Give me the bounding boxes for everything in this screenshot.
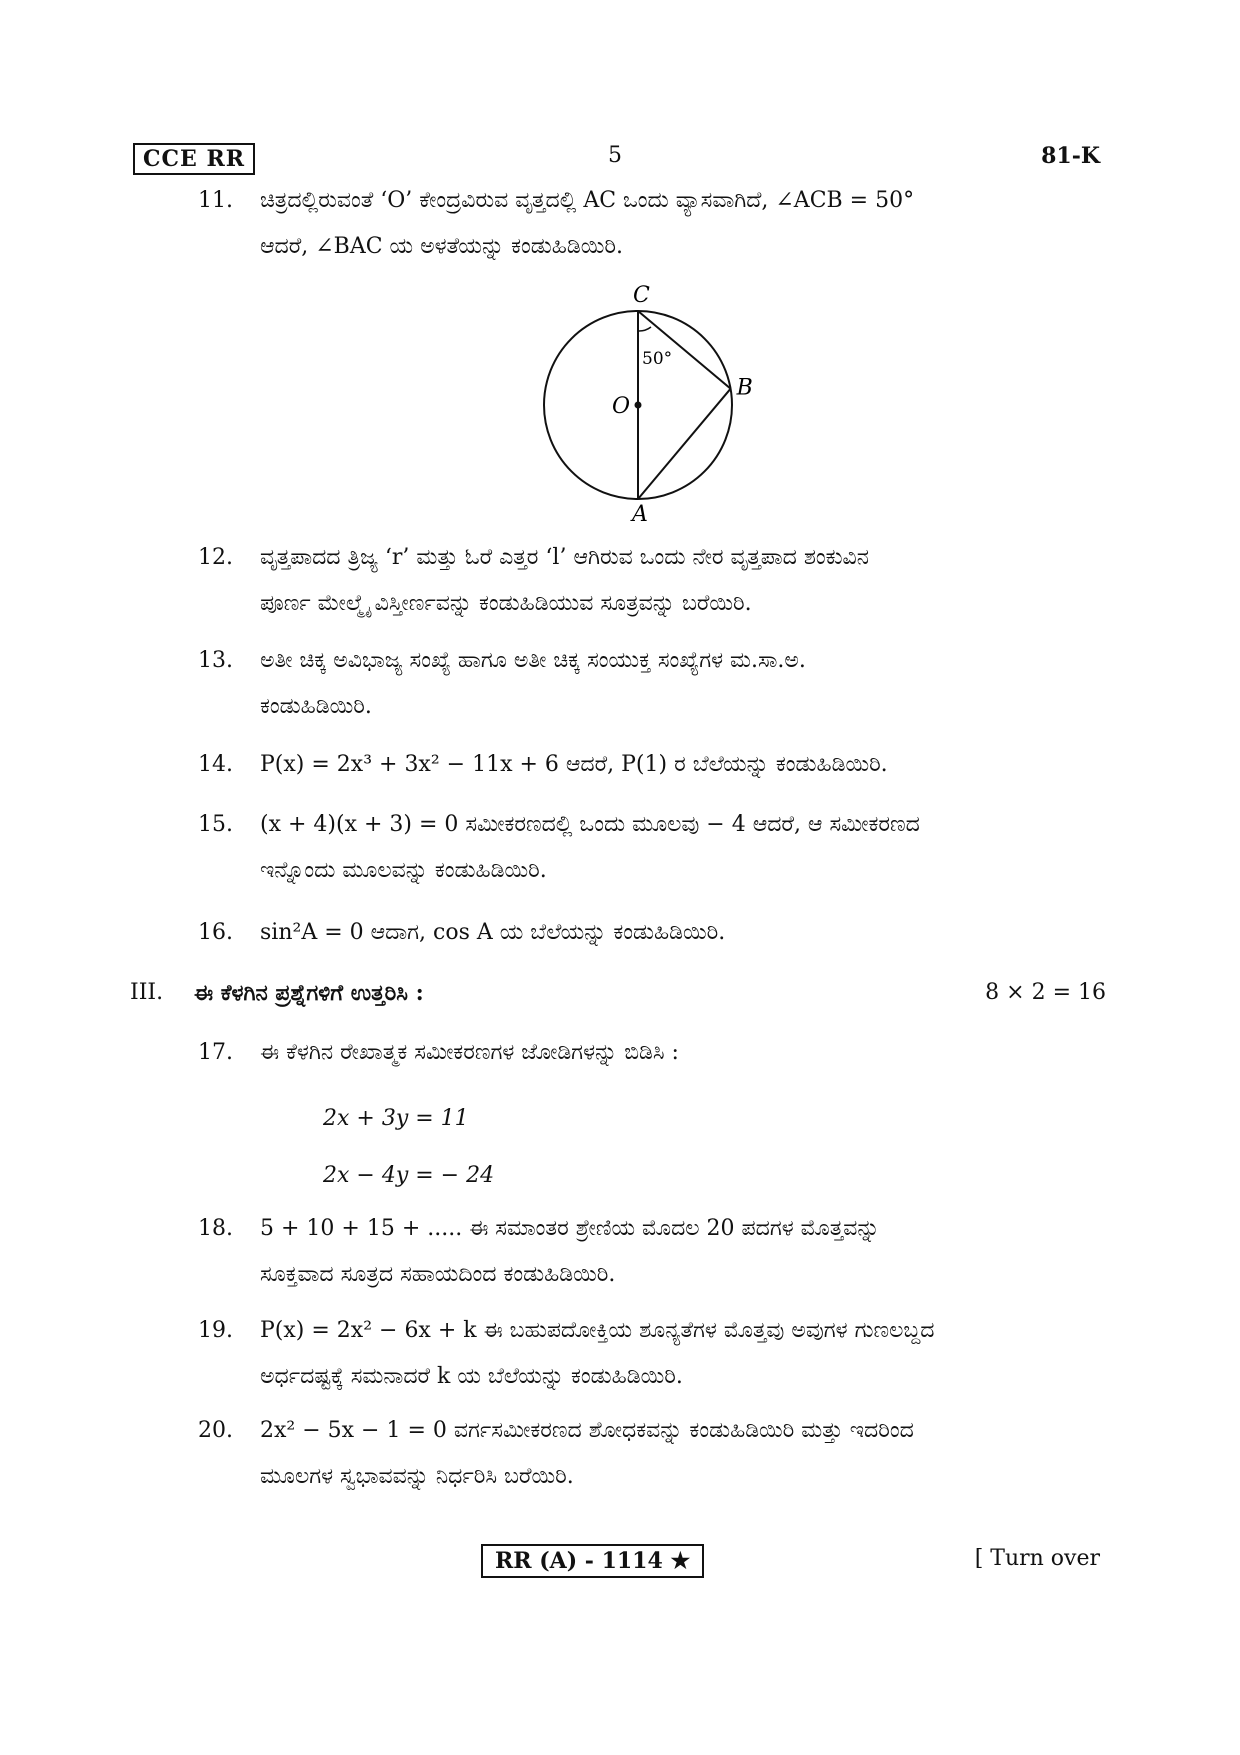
question-text (260, 1408, 1104, 1500)
center-point (635, 402, 642, 409)
question-line: ಮೂಲಗಳ ಸ್ವಭಾವವನ್ನು ನಿರ್ಧರಿಸಿ ಬರೆಯಿರಿ. (260, 1464, 574, 1489)
page-number: 5 (608, 143, 622, 168)
footer-code: RR (A) - 1114 ★ (495, 1548, 691, 1574)
question-line: ಚಿತ್ರದಲ್ಲಿರುವಂತೆ ‘O’ ಕೇಂದ್ರವಿರುವ ವೃತ್ತದಲ್ಲಿ AC ಒಂದು ವ್ಯಾಸವಾಗಿದೆ, ∠ACB = 50° (260, 188, 915, 213)
series-code-box (133, 143, 255, 175)
question-number: 19. (198, 1318, 233, 1343)
question-line: ಆದರೆ, ∠BAC ಯ ಅಳತೆಯನ್ನು ಕಂಡುಹಿಡಿಯಿರಿ. (260, 234, 624, 259)
question-text (260, 910, 1104, 956)
question-line: (x + 4)(x + 3) = 0 ಸಮೀಕರಣದಲ್ಲಿ ಒಂದು ಮೂಲವು − 4 ಆದರೆ, ಆ ಸಮೀಕರಣದ (260, 812, 920, 837)
question-line: ಅರ್ಧದಷ್ಟಕ್ಕೆ ಸಮನಾದರೆ k ಯ ಬೆಲೆಯನ್ನು ಕಂಡುಹಿಡಿಯಿರಿ. (260, 1364, 683, 1389)
equation-1: 2x + 3y = 11 (323, 1106, 469, 1131)
question-line: 2x² − 5x − 1 = 0 ವರ್ಗಸಮೀಕರಣದ ಶೋಧಕವನ್ನು ಕಂಡುಹಿಡಿಯಿರಿ ಮತ್ತು ಇದರಿಂದ (260, 1418, 914, 1443)
angle-label: 50° (642, 349, 673, 369)
equation-2: 2x − 4y = − 24 (323, 1163, 495, 1188)
question-text (260, 1308, 1104, 1400)
question-number: 17. (198, 1040, 233, 1065)
question-text (260, 1206, 1104, 1298)
label-a: A (632, 502, 648, 527)
question-number: 14. (198, 752, 233, 777)
question-line: ಸೂಕ್ತವಾದ ಸೂತ್ರದ ಸಹಾಯದಿಂದ ಕಂಡುಹಿಡಿಯಿರಿ. (260, 1262, 616, 1287)
section-number: III. (130, 980, 164, 1005)
section-title: ಈ ಕೆಳಗಿನ ಪ್ರಶ್ನೆಗಳಿಗೆ ಉತ್ತರಿಸಿ : (194, 980, 424, 1006)
question-line: ಪೂರ್ಣ ಮೇಲ್ಮೈ ವಿಸ್ತೀರ್ಣವನ್ನು ಕಂಡುಹಿಡಿಯುವ ಸೂತ್ರವನ್ನು ಬರೆಯಿರಿ. (260, 591, 752, 616)
label-b: B (736, 375, 753, 401)
label-c: C (633, 283, 650, 308)
question-text (260, 742, 1104, 788)
question-line: sin²A = 0 ಆದಾಗ, cos A ಯ ಬೆಲೆಯನ್ನು ಕಂಡುಹಿಡಿಯಿರಿ. (260, 920, 726, 945)
section-marks: 8 × 2 = 16 (985, 980, 1106, 1005)
question-line: ಇನ್ನೊಂದು ಮೂಲವನ್ನು ಕಂಡುಹಿಡಿಯಿರಿ. (260, 858, 547, 883)
circle-diagram (530, 280, 770, 530)
series-code: CCE RR (143, 146, 246, 172)
footer-code-box (481, 1544, 704, 1578)
question-text (260, 535, 1104, 627)
question-text (260, 638, 1104, 730)
question-line: ಈ ಕೆಳಗಿನ ರೇಖಾತ್ಮಕ ಸಮೀಕರಣಗಳ ಜೋಡಿಗಳನ್ನು ಬಿಡಿಸಿ : (260, 1040, 679, 1065)
question-line: ಅತೀ ಚಿಕ್ಕ ಅವಿಭಾಜ್ಯ ಸಂಖ್ಯೆ ಹಾಗೂ ಅತೀ ಚಿಕ್ಕ ಸಂಯುಕ್ತ ಸಂಖ್ಯೆಗಳ ಮ.ಸಾ.ಅ. (260, 648, 806, 673)
question-number: 11. (198, 188, 233, 213)
question-line: P(x) = 2x² − 6x + k ಈ ಬಹುಪದೋಕ್ತಿಯ ಶೂನ್ಯತೆಗಳ ಮೊತ್ತವು ಅವುಗಳ ಗುಣಲಬ್ದದ (260, 1318, 935, 1343)
question-number: 13. (198, 648, 233, 673)
question-line: P(x) = 2x³ + 3x² − 11x + 6 ಆದರೆ, P(1) ರ ಬೆಲೆಯನ್ನು ಕಂಡುಹಿಡಿಯಿರಿ. (260, 752, 888, 777)
section-heading (130, 980, 1106, 1020)
question-text (260, 1030, 1104, 1076)
question-text (260, 178, 1104, 270)
question-number: 12. (198, 545, 233, 570)
question-number: 16. (198, 920, 233, 945)
question-line: ಕಂಡುಹಿಡಿಯಿರಿ. (260, 694, 372, 719)
question-line: 5 + 10 + 15 + ..... ಈ ಸಮಾಂತರ ಶ್ರೇಣಿಯ ಮೊದಲ 20 ಪದಗಳ ಮೊತ್ತವನ್ನು (260, 1216, 880, 1241)
label-o: O (612, 394, 631, 419)
question-number: 15. (198, 812, 233, 837)
question-text (260, 802, 1104, 894)
chord-ba (638, 389, 731, 499)
angle-arc (638, 327, 651, 331)
turn-over-note: [ Turn over (974, 1546, 1100, 1571)
question-number: 20. (198, 1418, 233, 1443)
question-number: 18. (198, 1216, 233, 1241)
paper-code: 81-K (1041, 143, 1100, 169)
question-line: ವೃತ್ತಪಾದದ ತ್ರಿಜ್ಯ ‘r’ ಮತ್ತು ಓರೆ ಎತ್ತರ ‘l’ ಆಗಿರುವ ಒಂದು ನೇರ ವೃತ್ತಪಾದ ಶಂಕುವಿನ (260, 545, 869, 570)
